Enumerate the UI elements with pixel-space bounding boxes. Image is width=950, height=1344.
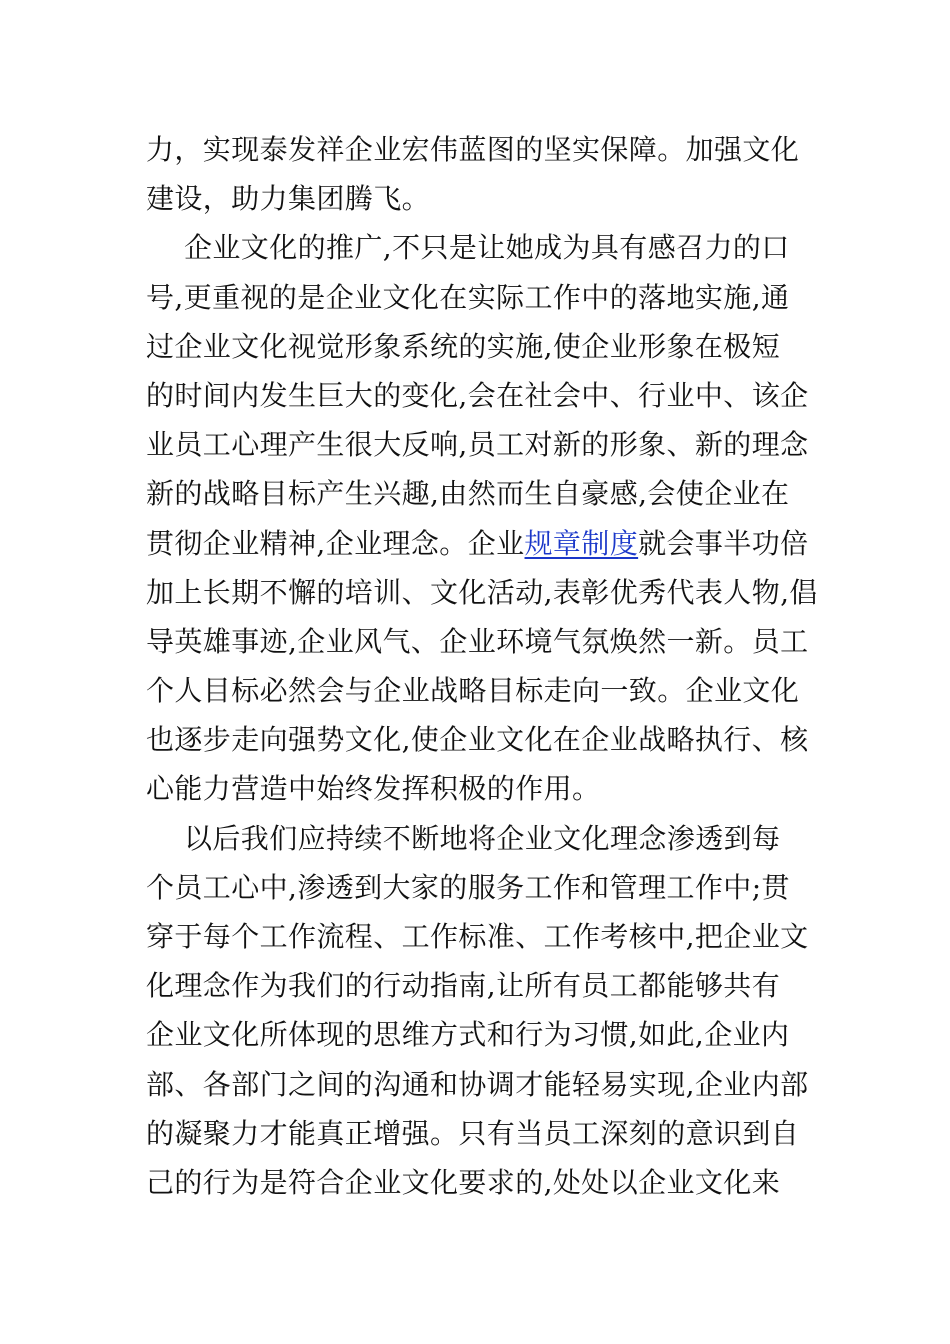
paragraph-line: 过企业文化视觉形象系统的实施,使企业形象在极短 [146, 329, 781, 363]
paragraph-line: 导英雄事迹,企业风气、企业环境气氛焕然一新。员工 [146, 624, 809, 658]
paragraph-line: 也逐步走向强势文化,使企业文化在企业战略执行、核 [146, 723, 809, 757]
paragraph-line: 企业文化所体现的思维方式和行为习惯,如此,企业内 [146, 1018, 790, 1052]
paragraph-line: 以后我们应持续不断地将企业文化理念渗透到每 [184, 821, 781, 855]
paragraph-3 [146, 814, 826, 1208]
paragraph-line: 企业文化的推广,不只是让她成为具有感召力的口 [184, 231, 790, 265]
paragraph-line: 新的战略目标产生兴趣,由然而生自豪感,会使企业在 [146, 477, 790, 511]
paragraph-line: 业员工心理产生很大反响,员工对新的形象、新的理念 [146, 428, 809, 462]
document-body [146, 125, 826, 1207]
paragraph-line: 加上长期不懈的培训、文化活动,表彰优秀代表人物,倡 [146, 575, 818, 609]
paragraph-line: 化理念作为我们的行动指南,让所有员工都能够共有 [146, 969, 781, 1003]
paragraph-line: 穿于每个工作流程、工作标准、工作考核中,把企业文 [146, 920, 809, 953]
paragraph-2 [146, 223, 826, 813]
link-line-prefix: 贯彻企业精神,企业理念。企业 [146, 526, 525, 560]
paragraph-line: 号,更重视的是企业文化在实际工作中的落地实施,通 [146, 280, 790, 314]
paragraph-line: 的时间内发生巨大的变化,会在社会中、行业中、该企 [146, 378, 809, 412]
paragraph-line: 个员工心中,渗透到大家的服务工作和管理工作中;贯 [146, 870, 790, 904]
paragraph-line: 力，实现泰发祥企业宏伟蓝图的坚实保障。加强文化 [146, 133, 800, 166]
paragraph-line: 己的行为是符合企业文化要求的,处处以企业文化来 [146, 1165, 781, 1199]
paragraph-line: 个人目标必然会与企业战略目标走向一致。企业文化 [146, 674, 800, 708]
paragraph-line: 建设，助力集团腾飞。 [146, 182, 431, 216]
regulations-link[interactable]: 规章制度 [524, 526, 639, 560]
paragraph-line: 心能力营造中始终发挥积极的作用。 [146, 772, 601, 806]
paragraph-line: 的凝聚力才能真正增强。只有当员工深刻的意识到自 [146, 1116, 800, 1150]
paragraph-1 [146, 125, 826, 223]
paragraph-line-with-link [146, 519, 826, 568]
link-line-suffix: 就会事半功倍 [638, 526, 809, 560]
paragraph-line: 部、各部门之间的沟通和协调才能轻易实现,企业内部 [146, 1067, 809, 1101]
